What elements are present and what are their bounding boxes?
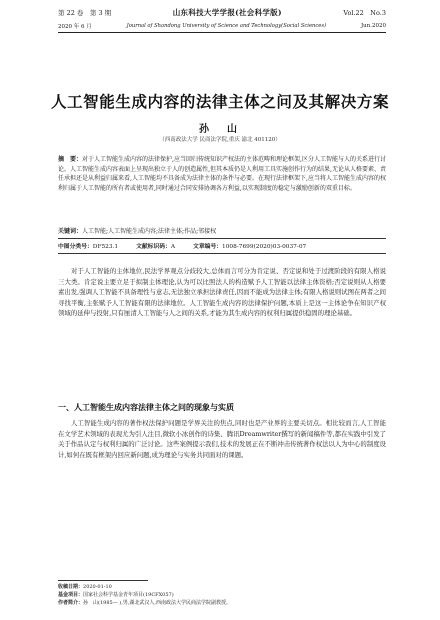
article-no-value: 1008-7699(2020)03-0037-07 <box>222 244 307 250</box>
author-affiliation: （西南政法大学 民商法学院,重庆 渝北 401120） <box>159 137 281 143</box>
section-paragraph: 人工智能生成内容的著作权法保护问题是学界关注的焦点,同时也是产业界的主要关切点。相比较而言,人工智能在文学艺术领域的表现尤为引人注目,微软小冰创作的诗集、腾讯Dreamwriter撰写的新闻稿件等,都在实践中引发了关于作品认定与权利归属的广泛讨论。这些案例提示我们,技术的发展正在不断冲击传统著作权法以人为中心的制度设计,如何在既有框架内回应新问题,成为理论与实务共同面对的课题。 <box>58 419 386 459</box>
journal-name-en: Journal of Shandong University of Science and Technology(Social Sciences) <box>126 22 327 29</box>
received-date: 2020-01-10 <box>83 584 112 590</box>
journal-name-cn: 山东科技大学学报(社会科学版) <box>172 8 282 17</box>
abstract-text: 对于人工智能生成内容的法律保护,应当回归传统知识产权法的主体范畴和理论框架,区分人工智能与人的关系进行讨论。人工智能生成内容表面上呈现出独立于人的创造属性,但其本质仍是人利用工具实施创作行为的结果,无论从人格要素、责任承担还是从利益归属来看,人工智能均不具备成为法律主体的条件与必要。在现行法律框架下,应当将人工智能生成内容的权利归属于人工智能的所有者或使用者,同时通过合同安排协调各方利益,以实现制度的稳定与激励创新的双重目标。 <box>58 156 386 192</box>
fund-text: 国家社会科学基金青年项目(19CFX057) <box>83 592 174 598</box>
keywords <box>58 227 386 236</box>
section-heading: 一、人工智能生成内容法律主体之问的现象与实质 <box>58 403 234 412</box>
divider <box>58 238 386 239</box>
author-bio: 孙 山(1985— ),男,湖北武汉人,西南政法大学民商法学院副教授。 <box>83 600 232 606</box>
footnotes <box>58 583 386 607</box>
abstract-label: 摘 要： <box>58 156 83 163</box>
doc-code-value: A <box>170 244 176 250</box>
clc-value: DF523.1 <box>92 244 119 250</box>
article-no-label: 文章编号： <box>193 244 223 250</box>
received-label: 收稿日期： <box>58 584 84 590</box>
fund-label: 基金项目： <box>58 592 84 598</box>
classification-row <box>58 241 386 250</box>
divider <box>58 253 386 254</box>
running-header <box>58 6 386 33</box>
issue-cn: 第 22 卷 第 3 期 <box>58 9 112 17</box>
article-title: 人工智能生成内容的法律主体之问及其解决方案 <box>50 93 390 111</box>
author-name: 孙 山 <box>199 124 241 135</box>
keywords-label: 关键词： <box>58 228 83 235</box>
date-en: Jun.2020 <box>360 22 386 29</box>
intro-paragraph: 对于人工智能的主体地位,民法学界观点分歧较大,总体而言可分为肯定说、否定说和处于过渡阶段的有限人格说三大类。肯定说主要立足于拟制主体理论,认为可以比照法人的构造赋予人工智能以法律主体资格;否定说则从人格要素出发,强调人工智能不具备理性与意志,无法独立承担法律责任,因而不能成为法律主体;有限人格说则试图在两者之间寻找平衡,主张赋予人工智能有限的法律地位。人工智能生成内容的法律保护问题,本质上是这一主体论争在知识产权领域的延伸与投射,只有厘清人工智能与人之间的关系,才能为其生成内容的权利归属提供稳固的理论基础。 <box>58 267 386 318</box>
author-bio-label: 作者简介： <box>58 600 84 606</box>
keywords-text: 人工智能;人工智能生成内容;法律主体;作品;邻接权 <box>82 228 217 235</box>
volume-en: Vol.22 No.3 <box>343 9 386 17</box>
date-cn: 2020 年 6 月 <box>58 23 92 30</box>
doc-code-label: 文献标识码： <box>136 244 171 250</box>
clc-label: 中图分类号： <box>58 244 93 250</box>
footnote-divider <box>58 580 148 581</box>
abstract <box>58 155 386 193</box>
